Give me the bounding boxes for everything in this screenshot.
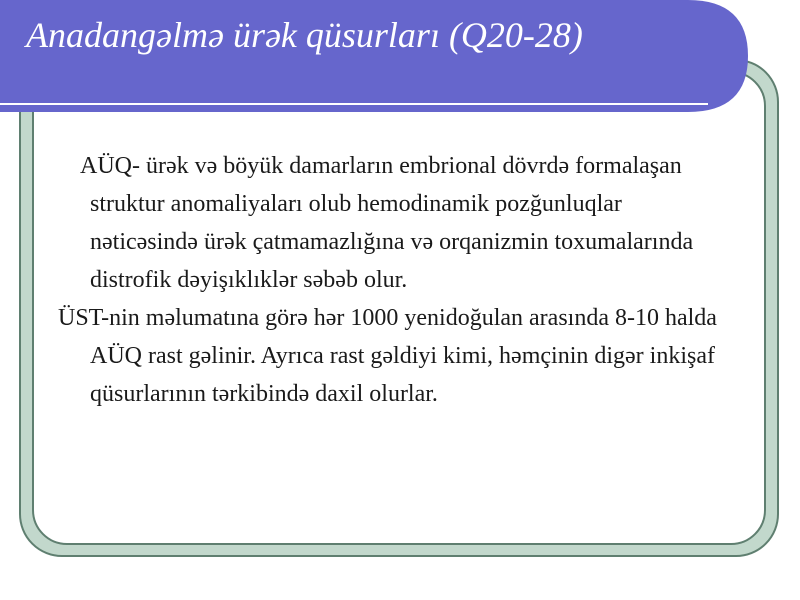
body-text [58,147,728,413]
paragraph-statistics: ÜST-nin məlumatına görə hər 1000 yenidoğulan arasında 8-10 halda AÜQ rast gəlinir. Ayrıca rast gəldiyi kimi, həmçinin digər inkişaf qüsurlarının tərkibində daxil olurlar. [58,305,717,407]
paragraph-definition: AÜQ- ürək və böyük damarların embrional dövrdə formalaşan struktur anomaliyaları olub hemodinamik pozğunluqlar nəticəsində ürək çatmamazlığına və orqanizmin toxumalarında distrofik dəyişıklıklər səbəb olur. [80,153,694,293]
slide-title: Anadangəlmə ürək qüsurları (Q20-28) [26,15,583,55]
